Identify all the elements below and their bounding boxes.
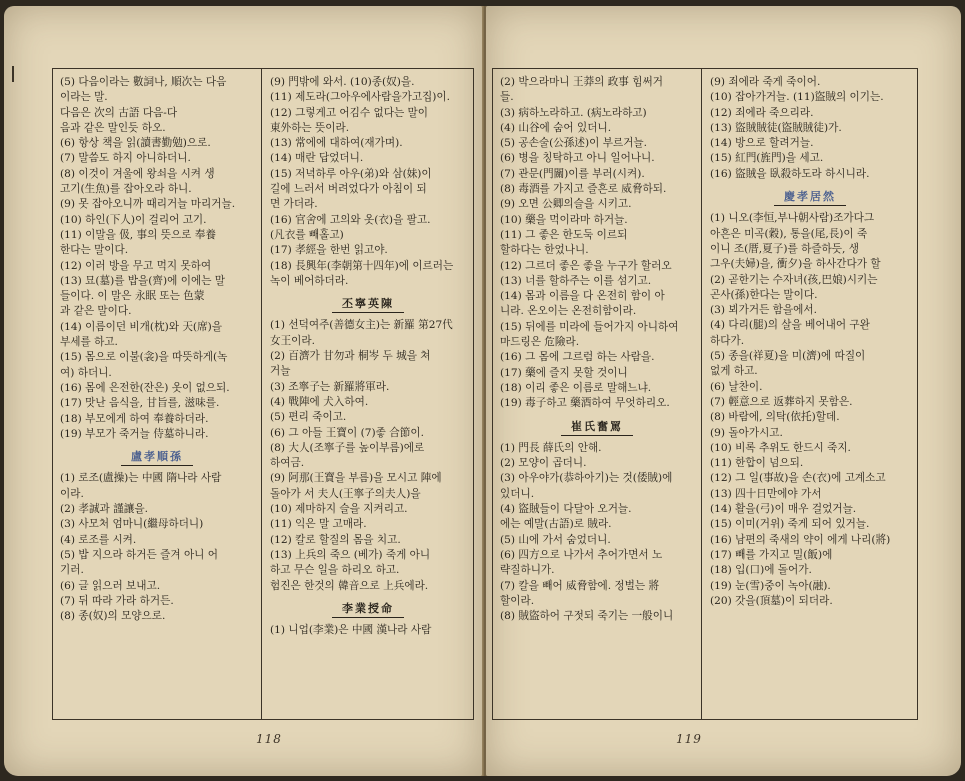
text-line: (5) 山에 가서 숨었더니. [500,533,611,546]
text-line: (13) 常에에 대하여(재가며). [270,137,403,150]
text-line: 에는 예말(古語)로 賊라. [500,518,612,531]
text-line: 하여금. [270,457,305,470]
text-line: 면 가더라. [270,198,318,211]
right-page [486,6,961,776]
text-line: 하고 무슨 일을 하리오 하고. [270,564,400,577]
text-line: (18) 입(口)에 돌어가. [710,564,812,577]
text-line: (5) 편리 죽이고. [270,411,347,424]
text-line: (1) 니오(李恒,부나朝사람)조가다그 [710,212,875,225]
text-line: (9) 阿那(王寶을 부름)을 모시고 陣에 [270,472,442,485]
text-line: (7) 칼을 빼어 威脅함에. 정벌는 將 [500,579,660,592]
text-line: (2) 박으라마니 王莽의 政事 힘써거 [500,76,663,88]
text-line: (2) 곧한기는 수자녀(孩,巴娘)시키는 [710,273,878,286]
text-line: (13) 上兵의 죽으 (베가) 죽게 아니 [270,548,431,561]
text-line: 있더니. [500,487,535,500]
text-line: (12) 죄에라 죽으리라. [710,106,814,119]
text-line: 음과 같은 말인듯 하오. [60,121,166,134]
text-line: (10) 藥을 먹이라마 하거늘. [500,213,628,226]
text-line: (17) 맛난 음식을, 甘旨를, 滋味를. [60,397,220,410]
text-line: 여) 하더니. [60,366,112,379]
text-block [270,623,466,638]
text-block [710,75,910,182]
text-line: 없게 하고. [710,365,758,378]
text-line: (凡衣를 빼홀고) [270,228,344,241]
text-line: (3) 사모처 엄마니(繼母하더니) [60,518,204,531]
text-line: (13) 盜賊賊徒(盜賊賊徒)가. [710,121,842,134]
text-line: 한다는 말이다. [60,244,129,257]
text-line: 女王이라. [270,334,316,347]
text-line: 그우(夫婦)을, 衝夕)을 하사간다가 할 [710,258,881,271]
text-line: (7) 말씀도 하지 아니하더니. [60,152,191,165]
text-line: (7) 관문(門關)이를 부러(시켜). [500,167,645,180]
text-line: (14) 이름이던 비개(枕)와 天(席)을 [60,320,223,333]
left-column-a [53,69,262,719]
text-line: 아흔은 미곡(穀), 통을(尾,長)이 죽 [710,227,868,240]
text-line: (8) 毒酒를 가지고 즐흔로 威脅하되. [500,183,667,196]
text-line: (13) 묘(墓)를 밥을(齊)에 이에는 말 [60,274,226,287]
text-line: (1) 선덕여주(善德女主)는 新羅 第27代 [270,319,453,332]
text-line: (1) 니업(李業)은 中國 漢나라 사람 [270,624,432,637]
right-page-frame [492,68,918,720]
text-line: 기러. [60,564,84,577]
text-line: (19) 毒子하고 藥酒하여 무엇하리오. [500,397,670,410]
text-block [710,211,910,609]
text-line: (16) 盜賊을 臥殺하도라 하시니라. [710,167,870,180]
text-line: 다음은 次의 古語 다음-다 [60,106,178,119]
right-column-b [703,69,917,719]
page-edge-mark [12,66,22,82]
text-line: 할하다는 한었나니. [500,244,589,257]
text-line: (5) 밥 지으라 하거든 즐겨 아니 어 [60,548,219,561]
text-line: (4) 山谷에 숨어 있더니. [500,121,612,134]
text-line: 험진은 한것의 韓音으로 上兵에라. [270,579,429,592]
text-line: 략질하니가. [500,564,555,577]
text-line: (8) 종(奴)의 모양으로. [60,610,166,623]
text-line: (18) 이리 좋은 이름로 말해느냐. [500,381,652,394]
text-line: (12) 이러 방을 무고 먹지 못하여 [60,259,212,272]
text-line: (19) 눈(雪)중이 녹아(融). [710,579,831,592]
text-line: (8) 바람에, 의탁(依托)할데. [710,411,840,424]
page-number: 119 [676,732,702,746]
text-block [500,75,694,412]
text-line: (12) 그 일(事故)을 손(衣)에 고계소고 [710,472,886,485]
text-line: (5) 종을(祥夏)을 미(濟)에 따질이 [710,350,866,363]
text-line: (14) 매란 답었더니. [270,152,364,165]
text-line: 마드링은 危險라. [500,336,580,349]
text-line: (3) 病하노라하고. (病노라하고) [500,106,647,119]
text-block [270,318,466,593]
text-line: (11) 제도라(그아우에사람을가고집)이. [270,91,451,104]
text-line: (16) 몸에 은전한(잔은) 옷이 없으되. [60,381,230,394]
text-line: (11) 이말을 伋, 事의 뜻으로 奉養 [60,228,216,241]
text-line: 길에 느러서 버려었다가 아침이 되 [270,183,427,196]
text-line: (8) 大人(조寧子를 높이부름)에로 [270,441,425,454]
text-line: (5) 다음이라는 數詞나, 順次는 다음 [60,76,227,88]
left-page-frame [52,68,474,720]
text-line: (11) 그 좋은 한도둑 이르되 [500,228,628,241]
text-line: (3) 아우야가(恭하아기)는 것(倭賊)에 [500,472,673,485]
text-line: (20) 갓을(頂墓)이 되더라. [710,594,833,607]
text-block [60,471,254,624]
text-line: (3) 조寧子는 新羅將軍라. [270,380,390,393]
text-line: (4) 다리(腿)의 살을 베어내어 구완 [710,319,870,332]
text-line: 東外하는 뜻이라. [270,121,350,134]
text-block [270,75,466,289]
text-line: (5) 공손술(公孫述)이 부르거늘. [500,137,648,150]
text-line: (11) 한합이 넘으되. [710,457,804,470]
left-page [4,6,482,776]
text-line: 이니 조(厝,夏子)를 하즐하듯, 생 [710,242,859,255]
section-heading: 丕寧英陳 [270,295,466,313]
text-line: (4) 로조를 시켜. [60,533,137,546]
section-heading: 李業授命 [270,600,466,618]
text-line: (16) 官舍에 고의와 옷(衣)을 팔고. [270,213,431,226]
text-line: (2) 모양이 곱더니. [500,457,587,470]
text-line: (11) 익은 말 고매라. [270,518,367,531]
text-line: (12) 그렇게고 어김수 없다는 말이 [270,106,429,119]
text-line: 이라. [60,487,84,500]
text-line: (14) 방으로 할려거늘. [710,137,814,150]
text-line: (6) 병을 칭탁하고 아니 일어나니. [500,152,655,165]
text-line: (17) 빼를 가지고 밀(飯)에 [710,548,833,561]
text-line: (3) 뵈가거든 함을에서. [710,304,817,317]
text-line: (9) 돌아가시고. [710,426,783,439]
text-line: (18) 부모에게 하여 奉養하더라. [60,412,209,425]
text-line: 거늘 [270,365,291,378]
text-line: 과 같은 말이다. [60,305,132,318]
text-line: 니라. 온오이는 온전히함이라. [500,305,637,318]
text-line: 할이라. [500,594,535,607]
text-line: (10) 제마하지 슬을 지켜리고. [270,503,408,516]
text-line: (4) 盜賊들이 다달아 오거늘. [500,503,632,516]
text-line: (18) 長興年(李朝第十四年)에 이르러는 [270,259,454,272]
text-line: (13) 四十日만에야 가서 [710,487,822,500]
text-block [500,441,694,625]
right-column-a [493,69,702,719]
text-line: (14) 활을(弓)이 매우 걸었거늘. [710,503,857,516]
text-line: (10) 잡아가거늘. (11)盜賊의 이기는. [710,91,884,104]
page-number: 118 [256,732,282,746]
text-line: (9) 못 잡아오니까 때리거늘 마리거늘. [60,198,236,211]
text-line: (2) 孝誠과 謹讓을. [60,503,148,516]
text-line: 이라는 말. [60,91,108,104]
text-line: (15) 몸으로 이불(衾)을 따뜻하게(녹 [60,351,228,364]
text-line: (14) 몸과 이름을 다 온전히 함이 아 [500,290,665,303]
text-line: (19) 부모가 죽거늘 侍墓하니라. [60,427,209,440]
text-line: (16) 그 몸에 그르럼 하는 사람을. [500,351,655,364]
text-line: (12) 그르더 좋은 좋을 누구가 할러오 [500,259,672,272]
text-line: 부세를 하고. [60,336,118,349]
text-line: (17) 孝經을 한번 읽고야. [270,244,388,257]
text-line: (9) 죄에라 죽게 죽이어. [710,76,821,88]
text-line: (10) 하인(下人)이 걸리어 고기. [60,213,207,226]
text-line: (15) 저녁하루 아우(弟)와 삼(妹)이 [270,167,432,180]
text-line: (17) 藥에 즐지 못할 것이니 [500,366,628,379]
text-line: (9) 門밖에 와서. (10)종(奴)을. [270,76,415,88]
text-line: (6) 글 읽으러 보내고. [60,579,161,592]
text-line: (6) 四方으로 나가서 추어가면서 노 [500,548,663,561]
section-heading: 慶孝居然 [710,188,910,206]
text-line: (12) 칼로 할질의 몸을 치고. [270,533,401,546]
text-line: (13) 너를 할하주는 이를 섬기고. [500,274,652,287]
text-line: 곤사(孫)한다는 말이다. [710,288,818,301]
text-line: (15) 이미(거위) 죽게 되어 있거늘. [710,518,870,531]
text-line: 하다가. [710,334,745,347]
text-line: (10) 비록 추위도 한드시 죽지. [710,441,851,454]
text-line: 녹이 베어하더라. [270,274,349,287]
text-line: (4) 戰陣에 犬入하여. [270,395,369,408]
section-heading: 崔氏奮罵 [500,418,694,436]
left-column-b [263,69,473,719]
text-line: (1) 로조(盧操)는 中國 隋나라 사람 [60,472,222,485]
text-line: 돌아가 서 夫人(王寧子의夫人)을 [270,487,421,500]
text-line: (8) 이것이 겨울에 왕쇠을 시켜 생 [60,167,215,180]
text-line: (15) 뒤에를 미라에 들어가지 아니하여 [500,320,679,333]
text-line: (16) 남편의 죽새의 약이 에게 나리(將) [710,533,891,546]
text-line: (15) 紅門(旌門)을 세고. [710,152,824,165]
text-line: (9) 오면 公卿의슬을 시키고. [500,198,632,211]
text-line: (8) 賊盜하어 구젓되 죽기는 一般이니 [500,610,674,623]
text-line: (7) 뒤 따라 가라 하거든. [60,594,174,607]
text-line: 들. [500,91,514,104]
text-line: 들이다. 이 말은 永眠 또는 色蒙 [60,290,205,303]
section-heading: 盧孝順孫 [60,448,254,466]
text-line: (6) 항상 책을 읽(讀書勤勉)으로. [60,137,211,150]
text-block [60,75,254,442]
text-line: (6) 그 아들 王寶이 (7)좋 合節이. [270,426,424,439]
text-line: (6) 날찬이. [710,380,763,393]
text-line: (7) 輕意으로 返葬하지 못함은. [710,395,853,408]
text-line: 고기(生魚)를 잡아오라 하니. [60,183,192,196]
text-line: (1) 門長 薛氏의 안해. [500,441,602,454]
text-line: (2) 百濟가 甘勿과 桐岑 두 城을 쳐 [270,350,431,363]
